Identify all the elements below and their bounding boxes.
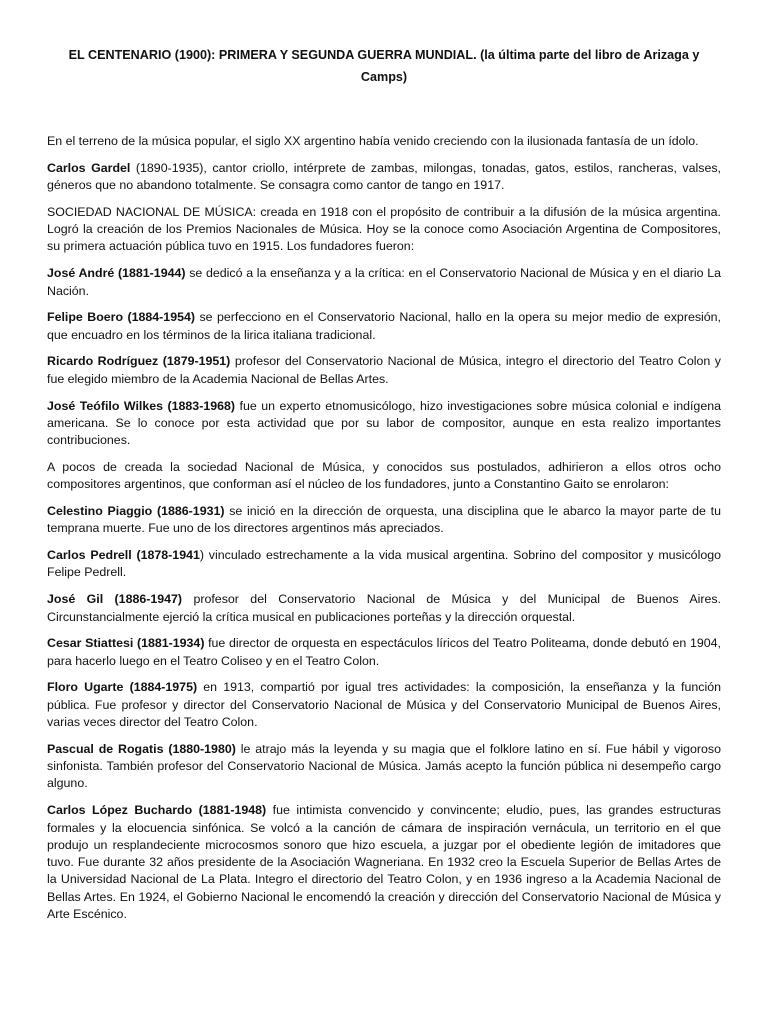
paragraph-lead: José Teófilo Wilkes (1883-1968) xyxy=(47,398,236,413)
paragraph-text: A pocos de creada la sociedad Nacional de Música, y conocidos sus postulados, adhirieron a ellos otros ocho compositores argentinos, que conforman así el núcleo de los fundadores, junto a Constantino Gaito se enrolaron: xyxy=(47,459,721,492)
paragraph-lead: Carlos Gardel xyxy=(47,160,131,175)
paragraph-lead: Cesar Stiattesi (1881-1934) xyxy=(47,636,205,651)
paragraph-lead: José Gil (1886-1947) xyxy=(47,592,183,607)
paragraph xyxy=(47,309,721,344)
paragraph xyxy=(47,741,721,793)
paragraph-lead: Felipe Boero (1884-1954) xyxy=(47,310,195,325)
paragraph-text: fue intimista convencido y convincente; eludio, pues, las grandes estructuras formales y la elocuencia sinfónica. Se volcó a la canción de cámara de inspiración vernácula, un territorio en el que produjo un resplandeciente microcosmos sonoro que hizo escuela, a juzgar por el obediente legión de imitadores que tuvo. Fue durante 32 años presidente de la Asociación Wagneriana. En 1932 creo la Escuela Superior de Bellas Artes de la Universidad Nacional de La Plata. Integro el directorio del Teatro Colon, y en 1936 ingreso a la Academia Nacional de Bellas Artes. En 1924, el Gobierno Nacional le encomendó la creación y dirección del Conservatorio Nacional de Música y Arte Escénico. xyxy=(47,803,721,921)
paragraph-text: profesor del Conservatorio Nacional de Música, integro el directorio del Teatro Colon y fue elegido miembro de la Academia Nacional de Bellas Artes. xyxy=(47,354,721,386)
paragraph xyxy=(47,160,721,195)
document-page xyxy=(47,44,721,933)
paragraph-text: (1890-1935), cantor criollo, intérprete de zambas, milongas, tonadas, gatos, estilos, rancheras, valses, géneros que no abandono totalmente. Se consagra como cantor de tango en 1917. xyxy=(47,160,721,193)
paragraph-lead: Floro Ugarte (1884-1975) xyxy=(47,680,198,695)
paragraph xyxy=(47,591,721,626)
document-title: EL CENTENARIO (1900): PRIMERA Y SEGUNDA GUERRA MUNDIAL. (la última parte del libro de Arizaga y Camps) xyxy=(68,48,700,84)
paragraph xyxy=(47,133,721,150)
paragraph-lead: José André (1881-1944) xyxy=(47,266,186,281)
paragraph-text: SOCIEDAD NACIONAL DE MÚSICA: creada en 1918 con el propósito de contribuir a la difusión de la música argentina. Logró la creación de los Premios Nacionales de Música. Hoy se la conoce como Asociación Argentina de Compositores, su primera actuación pública tuvo en 1915. Los fundadores fueron: xyxy=(47,204,721,254)
paragraph-text: En el terreno de la música popular, el siglo XX argentino había venido creciendo con la ilusionada fantasía de un ídolo. xyxy=(47,134,699,148)
paragraph-lead: Ricardo Rodríguez (1879-1951) xyxy=(47,354,231,369)
paragraph xyxy=(47,204,721,256)
paragraph xyxy=(47,635,721,670)
paragraph-text: se dedicó a la enseñanza y a la crítica: en el Conservatorio Nacional de Música y en el diario La Nación. xyxy=(47,266,721,298)
document-body xyxy=(47,133,721,923)
paragraph xyxy=(47,802,721,923)
paragraph xyxy=(47,265,721,300)
paragraph-lead: Carlos López Buchardo (1881-1948) xyxy=(47,803,267,818)
paragraph-text: fue un experto etnomusicólogo, hizo investigaciones sobre música colonial e indígena americana. Se lo conoce por esta actividad que por su labor de compositor, aunque en esta realizo importantes contribuciones. xyxy=(47,398,722,448)
paragraph xyxy=(47,459,721,494)
paragraph-lead: Pascual de Rogatis (1880-1980) xyxy=(47,741,236,756)
paragraph xyxy=(47,398,721,450)
paragraph-text: se perfecciono en el Conservatorio Nacional, hallo en la opera su mejor medio de expresión, que encuadro en los términos de la lirica italiana tradicional. xyxy=(47,310,722,342)
paragraph-text: se inició en la dirección de orquesta, una disciplina que le abarco la mayor parte de tu temprana muerte. Fue uno de los directores argentinos más apreciados. xyxy=(47,504,721,536)
paragraph-text: ) vinculado estrechamente a la vida musical argentina. Sobrino del compositor y musicólogo Felipe Pedrell. xyxy=(47,548,721,580)
paragraph xyxy=(47,353,721,388)
paragraph-text: profesor del Conservatorio Nacional de Música y del Municipal de Buenos Aires. Circunstancialmente ejerció la crítica musical en publicaciones porteñas y la dirección orquestal. xyxy=(47,592,721,624)
paragraph xyxy=(47,679,721,731)
paragraph-text: le atrajo más la leyenda y su magia que el folklore latino en sí. Fue hábil y vigoroso sinfonista. También profesor del Conservatorio Nacional de Música. Jamás acepto la función pública ni desempeño cargo alguno. xyxy=(47,741,721,791)
paragraph-text: en 1913, compartió por igual tres actividades: la composición, la enseñanza y la función pública. Fue profesor y director del Conservatorio Nacional de Música y del Conservatorio Municipal de Buenos Aires, varias veces director del Teatro Colon. xyxy=(47,680,721,730)
paragraph-lead: Celestino Piaggio (1886-1931) xyxy=(47,504,225,519)
paragraph-text: fue director de orquesta en espectáculos líricos del Teatro Politeama, donde debutó en 1904, para hacerlo luego en el Teatro Coliseo y en el Teatro Colon. xyxy=(47,636,721,668)
paragraph xyxy=(47,503,721,538)
paragraph xyxy=(47,547,721,582)
paragraph-lead: Carlos Pedrell (1878-1941 xyxy=(47,548,200,563)
